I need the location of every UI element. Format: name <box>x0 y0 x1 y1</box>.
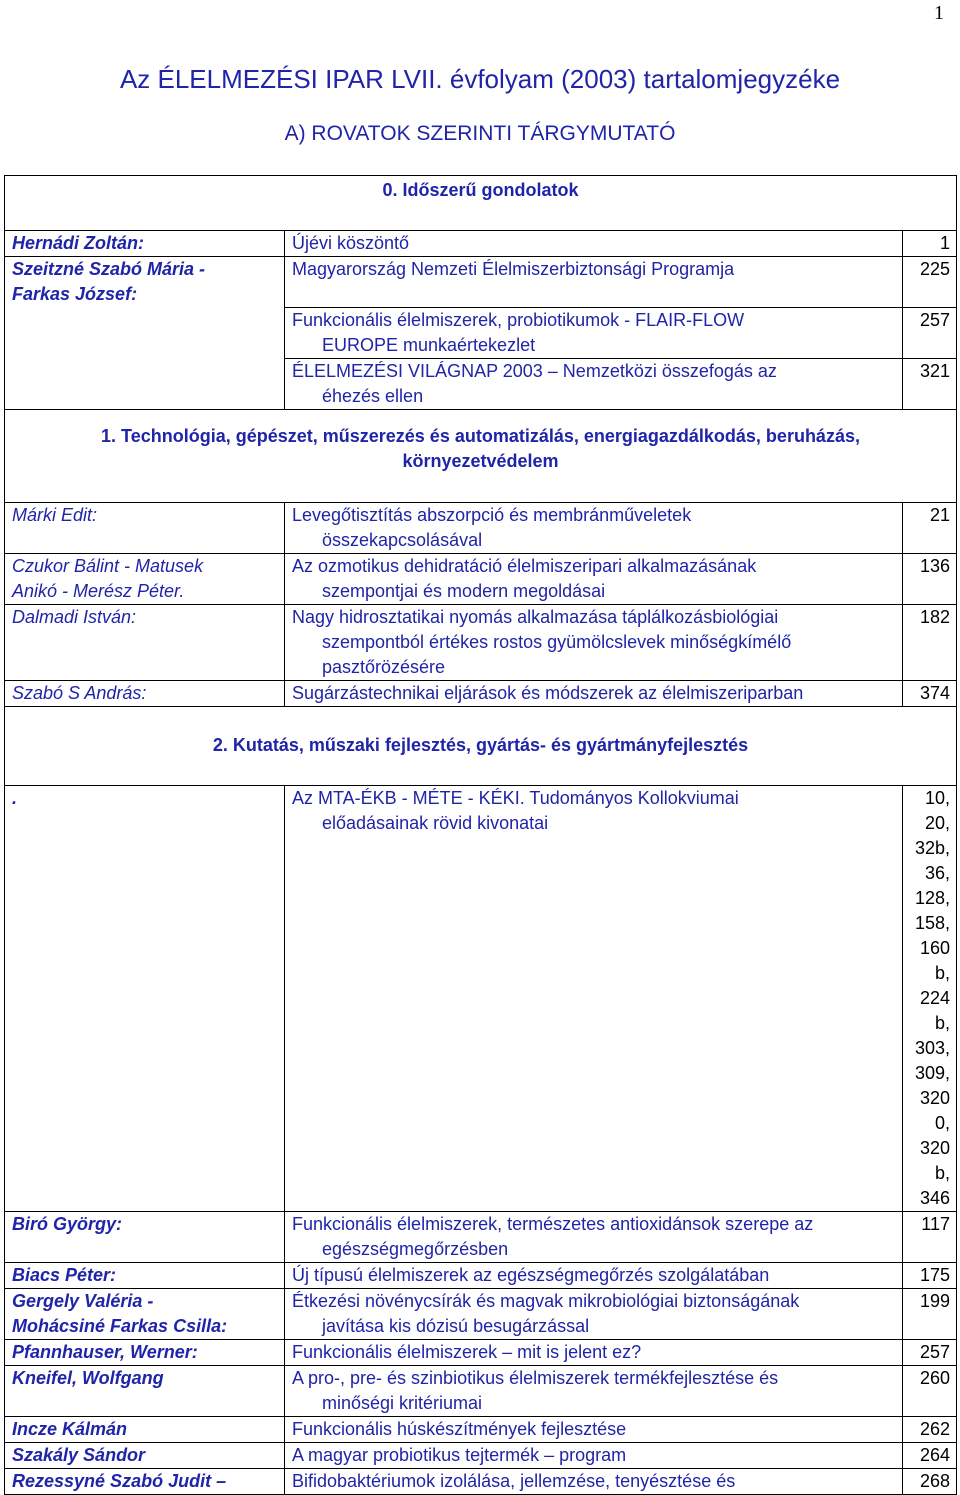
entry-page: 264 <box>903 1442 957 1468</box>
entry-title <box>285 604 903 680</box>
entry-page <box>903 785 957 1211</box>
author-line: Farkas József: <box>12 284 138 304</box>
entry-author <box>5 307 285 358</box>
title-line: előadásainak rövid kivonatai <box>322 812 549 833</box>
title-line: Funkcionális élelmiszerek, természetes antioxidánsok szerepe az <box>292 1213 814 1234</box>
section-heading-row <box>5 706 957 785</box>
document-title: Az ÉLELMEZÉSI IPAR LVII. évfolyam (2003) tartalomjegyzéke <box>119 64 841 94</box>
entry-author <box>5 231 285 257</box>
entry-title <box>285 502 903 553</box>
title-line: EUROPE munkaértekezlet <box>322 334 536 355</box>
entry-page: 175 <box>903 1262 957 1288</box>
page-line: b, <box>934 1162 950 1183</box>
entry-title <box>285 553 903 604</box>
entry-page: 21 <box>903 502 957 553</box>
toc-entry-row <box>5 604 957 680</box>
entry-author <box>5 680 285 706</box>
entry-title <box>285 231 903 257</box>
toc-entry-row <box>5 1442 957 1468</box>
toc-entry-row <box>5 680 957 706</box>
author-line: Rezessyné Szabó Judit – <box>12 1470 227 1491</box>
toc-entry-row <box>5 358 957 409</box>
page-line: 32b, <box>914 837 950 858</box>
title-line: A pro-, pre- és szinbiotikus élelmiszerek termékfejlesztése és <box>292 1367 779 1388</box>
title-line: Bifidobaktériumok izolálása, jellemzése, tenyésztése és <box>292 1470 736 1491</box>
title-line: Funkcionális élelmiszerek, probiotikumok - FLAIR-FLOW <box>292 309 745 330</box>
page-line: 128, <box>914 887 950 908</box>
toc-entry-row <box>5 502 957 553</box>
title-line: A magyar probiotikus tejtermék – program <box>292 1444 627 1465</box>
title-line: szempontból értékes rostos gyümölcslevek minőségkímélő <box>322 631 792 652</box>
toc-entry-row <box>5 1288 957 1339</box>
entry-title <box>285 257 903 308</box>
entry-page: 199 <box>903 1288 957 1339</box>
entry-author <box>5 553 285 604</box>
entry-title <box>285 1365 903 1416</box>
section-heading <box>5 176 957 231</box>
page-line: b, <box>934 1012 950 1033</box>
toc-entry-row <box>5 231 957 257</box>
toc-entry-row <box>5 1468 957 1494</box>
entry-author <box>5 1365 285 1416</box>
section-heading <box>5 706 957 785</box>
author-line: Szabó S András: <box>12 682 147 703</box>
author-line: Gergely Valéria - <box>12 1290 154 1311</box>
page-line: 320 <box>919 1137 950 1158</box>
title-line: Magyarország Nemzeti Élelmiszerbiztonsági Programja <box>292 259 735 279</box>
entry-title <box>285 1211 903 1262</box>
title-line: Új típusú élelmiszerek az egészségmegőrzés szolgálatában <box>292 1264 770 1285</box>
entry-author <box>5 1262 285 1288</box>
title-line: Nagy hidrosztatikai nyomás alkalmazása táplálkozásbiológiai <box>292 606 779 627</box>
section-heading-row <box>5 409 957 502</box>
page-line: 303, <box>914 1037 950 1058</box>
title-line: Az MTA-ÉKB - MÉTE - KÉKI. Tudományos Kollokviumai <box>292 787 739 808</box>
author-line: Pfannhauser, Werner: <box>12 1341 198 1362</box>
entry-page: 1 <box>903 231 957 257</box>
toc-entry-row <box>5 1339 957 1365</box>
entry-author <box>5 502 285 553</box>
document-subtitle: A) ROVATOK SZERINTI TÁRGYMUTATÓ <box>284 122 676 145</box>
entry-title <box>285 680 903 706</box>
toc-entry-row <box>5 1365 957 1416</box>
author-line: Dalmadi István: <box>12 606 137 627</box>
entry-page: 374 <box>903 680 957 706</box>
author-line: Márki Edit: <box>12 504 98 525</box>
author-line: Czukor Bálint - Matusek <box>12 555 204 576</box>
title-line: éhezés ellen <box>322 385 424 406</box>
title-line: Funkcionális élelmiszerek – mit is jelent ez? <box>292 1341 642 1362</box>
entry-author <box>5 358 285 409</box>
entry-title <box>285 785 903 1211</box>
entry-author <box>5 604 285 680</box>
title-line: Az ozmotikus dehidratáció élelmiszeripari alkalmazásának <box>292 555 757 576</box>
entry-author <box>5 785 285 1211</box>
title-line: Funkcionális húskészítmények fejlesztése <box>292 1418 627 1439</box>
title-line: összekapcsolásával <box>322 529 483 550</box>
toc-table <box>4 175 957 1495</box>
author-line: Biró György: <box>12 1213 123 1234</box>
page-line: 10, <box>924 787 950 808</box>
entry-page: 268 <box>903 1468 957 1494</box>
page-line: 224 <box>919 987 950 1008</box>
title-line: szempontjai és modern megoldásai <box>322 580 606 601</box>
title-line: ÉLELMEZÉSI VILÁGNAP 2003 – Nemzetközi összefogás az <box>292 360 777 381</box>
entry-page: 182 <box>903 604 957 680</box>
entry-page: 257 <box>903 307 957 358</box>
entry-page: 260 <box>903 1365 957 1416</box>
page-line: 0, <box>934 1112 950 1133</box>
title-line: Étkezési növénycsírák és magvak mikrobiológiai biztonságának <box>292 1290 800 1311</box>
author-line: . <box>12 787 18 808</box>
section-heading-line: 0. Időszerű gondolatok <box>382 180 579 200</box>
title-line: minőségi kritériumai <box>322 1392 483 1413</box>
entry-author <box>5 1468 285 1494</box>
title-line: egészségmegőrzésben <box>322 1238 509 1259</box>
entry-author <box>5 1211 285 1262</box>
author-line: Anikó - Merész Péter. <box>12 580 185 601</box>
author-line: Mohácsiné Farkas Csilla: <box>12 1315 228 1336</box>
title-line: pasztőrözésére <box>322 656 446 677</box>
entry-author <box>5 1416 285 1442</box>
toc-entry-row <box>5 1211 957 1262</box>
section-heading-line: 2. Kutatás, műszaki fejlesztés, gyártás- és gyártmányfejlesztés <box>212 734 749 755</box>
toc-entry-row <box>5 1416 957 1442</box>
entry-title <box>285 307 903 358</box>
entry-page: 321 <box>903 358 957 409</box>
toc-entry-row <box>5 785 957 1211</box>
entry-author <box>5 1339 285 1365</box>
author-line: Szakály Sándor <box>12 1444 146 1465</box>
title-line: javítása kis dózisú besugárzással <box>322 1315 590 1336</box>
entry-author <box>5 1442 285 1468</box>
author-line: Szeitzné Szabó Mária - <box>12 259 206 279</box>
entry-title <box>285 1288 903 1339</box>
title-line: Levegőtisztítás abszorpció és membránműveletek <box>292 504 692 525</box>
section-heading-line: környezetvédelem <box>402 450 559 471</box>
page-line: 309, <box>914 1062 950 1083</box>
section-heading-line: 1. Technológia, gépészet, műszerezés és automatizálás, energiagazdálkodás, beruházás, <box>101 425 860 446</box>
toc-entry-row <box>5 553 957 604</box>
title-line: Újévi köszöntő <box>292 233 410 253</box>
author-line: Kneifel, Wolfgang <box>12 1367 164 1388</box>
page-line: 36, <box>924 862 950 883</box>
toc-body <box>5 176 957 1495</box>
entry-page: 117 <box>903 1211 957 1262</box>
entry-page: 257 <box>903 1339 957 1365</box>
entry-title <box>285 1262 903 1288</box>
page-line: b, <box>934 962 950 983</box>
page-number: 1 <box>934 2 944 24</box>
page-line: 346 <box>919 1187 950 1208</box>
toc-entry-row <box>5 257 957 308</box>
entry-page: 225 <box>903 257 957 308</box>
toc-entry-row <box>5 1262 957 1288</box>
entry-title <box>285 1468 903 1494</box>
page-line: 320 <box>919 1087 950 1108</box>
entry-title <box>285 1416 903 1442</box>
entry-title <box>285 1339 903 1365</box>
author-line: Biacs Péter: <box>12 1264 117 1285</box>
page-line: 20, <box>924 812 950 833</box>
entry-title <box>285 358 903 409</box>
entry-title <box>285 1442 903 1468</box>
entry-page: 136 <box>903 553 957 604</box>
page-line: 160 <box>919 937 950 958</box>
toc-entry-row <box>5 307 957 358</box>
title-line: Sugárzástechnikai eljárások és módszerek az élelmiszeriparban <box>292 682 804 703</box>
page-line: 158, <box>914 912 950 933</box>
entry-author <box>5 257 285 308</box>
author-line: Incze Kálmán <box>12 1418 128 1439</box>
entry-page: 262 <box>903 1416 957 1442</box>
entry-author <box>5 1288 285 1339</box>
section-heading-row <box>5 176 957 231</box>
section-heading <box>5 409 957 502</box>
author-line: Hernádi Zoltán: <box>12 233 145 253</box>
